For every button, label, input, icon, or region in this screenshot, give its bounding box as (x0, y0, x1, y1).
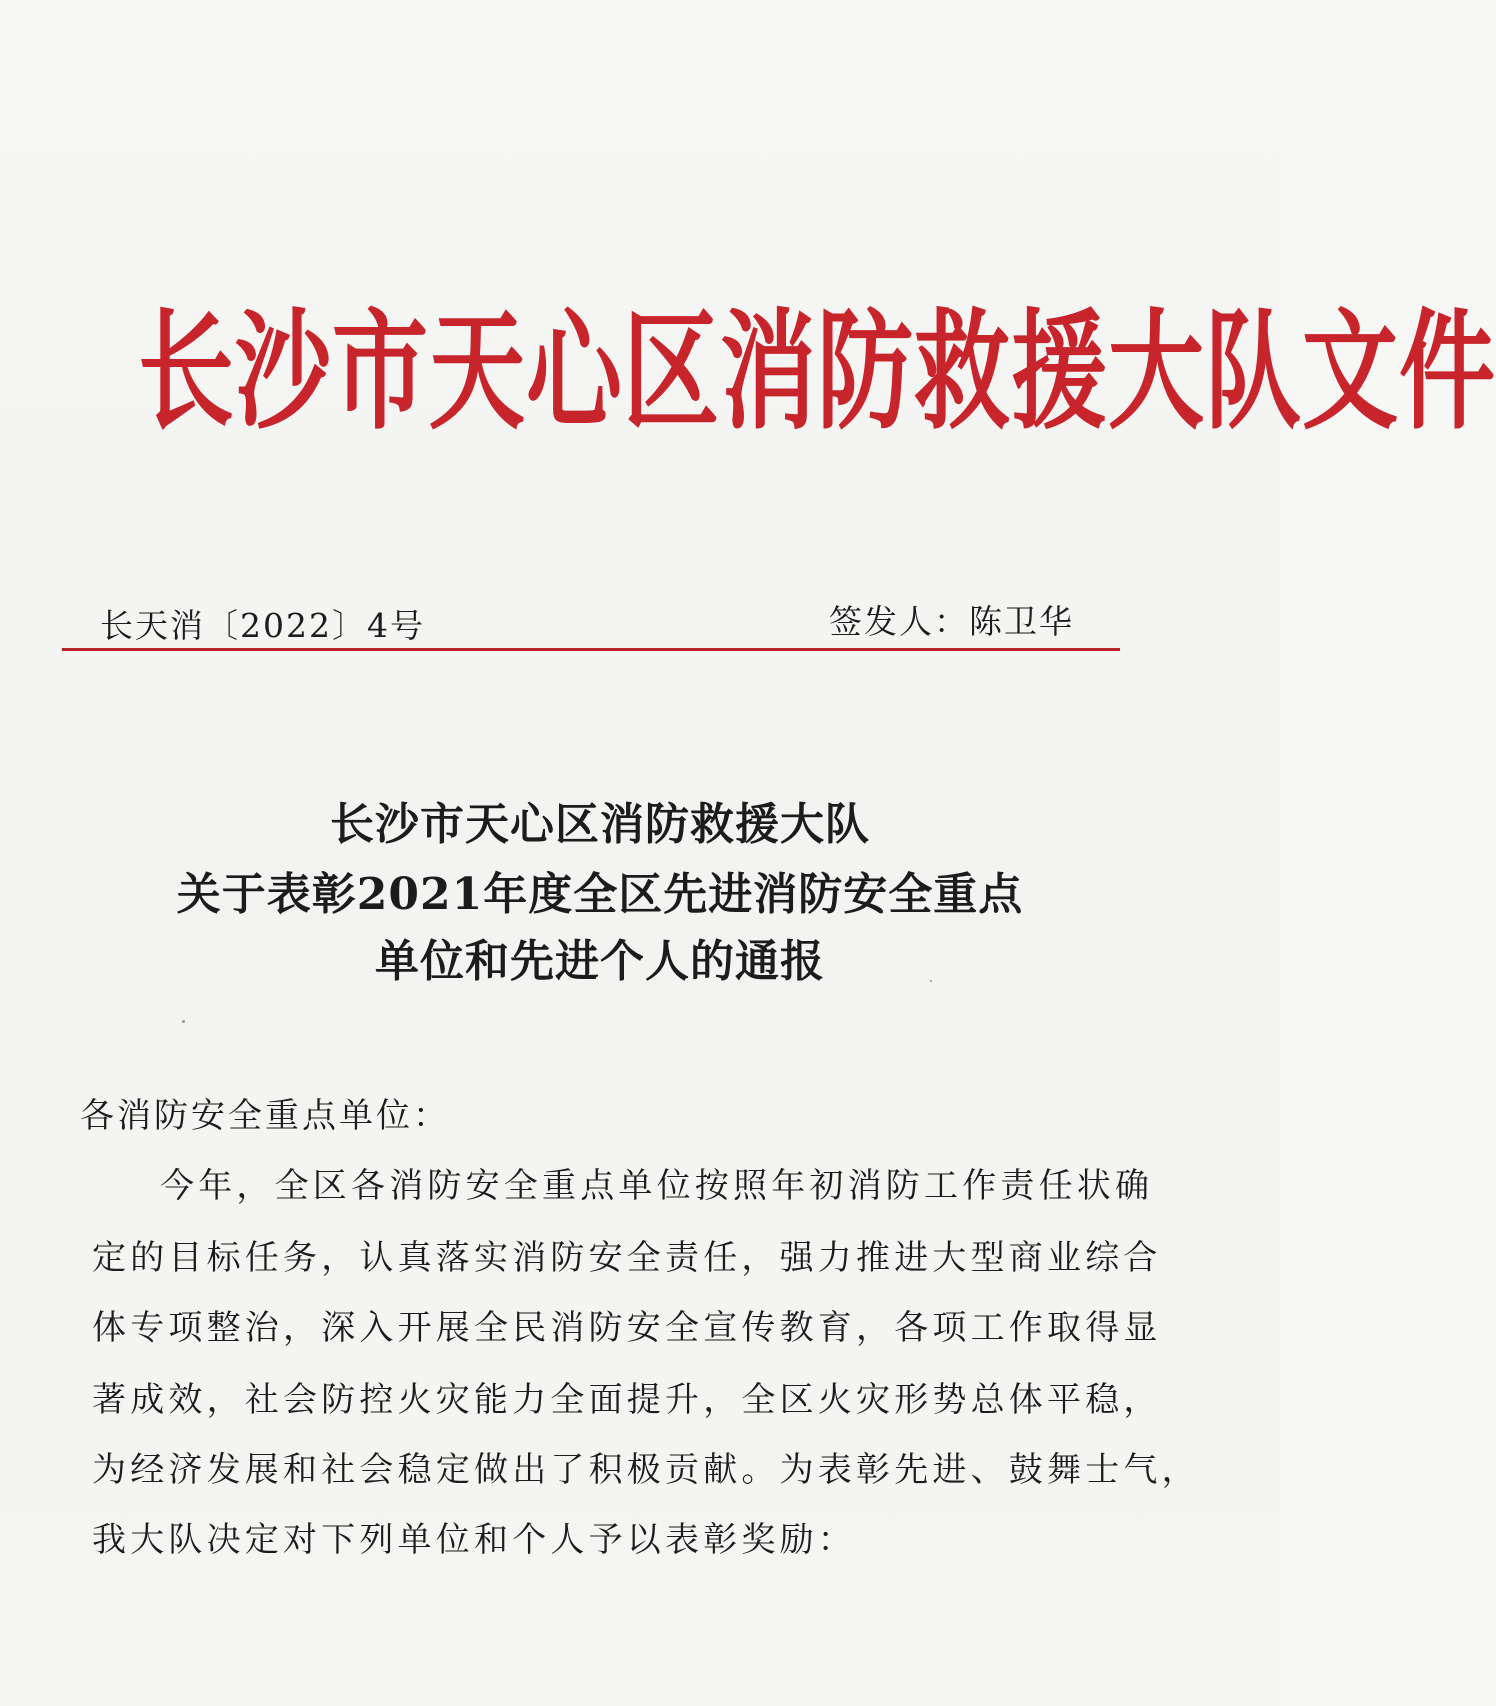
body-paragraph-line: 为经济发展和社会稳定做出了积极贡献。为表彰先进、鼓舞士气， (92, 1450, 1200, 1490)
document-masthead: 长沙市天心区消防救援大队文件 (138, 296, 1496, 448)
document-title-line-3: 单位和先进个人的通报 (375, 936, 825, 987)
body-paragraph-line: 体专项整治，深入开展全民消防安全宣传教育，各项工作取得显 (92, 1308, 1162, 1348)
body-paragraph-line: 今年，全区各消防安全重点单位按照年初消防工作责任状确 (160, 1166, 1154, 1206)
body-paragraph-line: 著成效，社会防控火灾能力全面提升，全区火灾形势总体平稳， (92, 1380, 1162, 1420)
salutation: 各消防安全重点单位： (80, 1096, 450, 1136)
paper-speck (930, 980, 932, 982)
document-title-line-2: 关于表彰2021年度全区先进消防安全重点 (176, 869, 1024, 920)
issuer-signature: 签发人：陈卫华 (829, 602, 1074, 641)
document-meta-row (100, 600, 1080, 650)
paper-speck (182, 1020, 185, 1023)
body-paragraph-line: 定的目标任务，认真落实消防安全责任，强力推进大型商业综合 (92, 1238, 1162, 1278)
document-title-line-1: 长沙市天心区消防救援大队 (330, 799, 870, 850)
body-paragraph-line: 我大队决定对下列单位和个人予以表彰奖励： (92, 1520, 856, 1560)
red-divider-line (62, 648, 1120, 651)
document-number: 长天消〔2022〕4号 (100, 606, 425, 645)
